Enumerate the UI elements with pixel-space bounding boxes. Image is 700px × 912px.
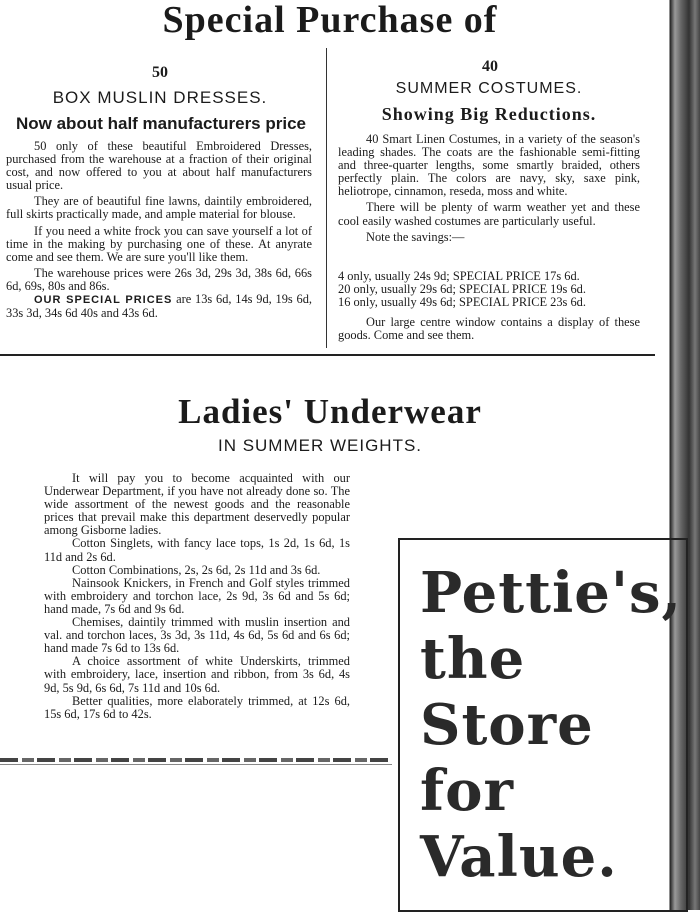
- underwear-paragraph: It will pay you to become acquainted with our Underwear Department, if you have not already done so. The wide assortment of the newest goods and the reasonable prices that prevail make this department deservedly popular among Gisborne ladies.: [44, 471, 350, 538]
- left-ad-paragraph: They are of beautiful fine lawns, daintily embroidered, full skirts practically made, and ample material for blouse.: [6, 194, 312, 222]
- thin-rule: [0, 764, 392, 765]
- store-slogan-line: Store: [420, 692, 594, 758]
- section-divider: [0, 354, 655, 356]
- left-ad-subheading: Now about half manufacturers price: [16, 114, 306, 133]
- left-ad-heading: BOX MUSLIN DRESSES.: [52, 88, 268, 107]
- underwear-paragraph: Cotton Singlets, with fancy lace tops, 1s 2d, 1s 6d, 1s 11d and 2s 6d.: [44, 536, 350, 564]
- special-prices-text: are 13s 6d, 14s 9d, 19s 6d, 33s 3d, 34s 6d 40s and 43s 6d.: [6, 292, 312, 321]
- left-ad-paragraph: 50 only of these beautiful Embroidered Dresses, purchased from the warehouse at a fraction of their original cost, and now offered to you at about half manufacturers usual price.: [6, 139, 312, 193]
- right-ad-heading: SUMMER COSTUMES.: [395, 80, 583, 97]
- store-slogan-line: Pettie's,: [420, 560, 683, 626]
- savings-line: 16 only, usually 49s 6d; SPECIAL PRICE 23s 6d.: [338, 295, 586, 310]
- right-ad-paragraph: Note the savings:—: [366, 229, 465, 244]
- savings-line: 4 only, usually 24s 9d; SPECIAL PRICE 17s 6d.: [338, 269, 580, 283]
- dashed-rule: [0, 758, 392, 762]
- store-slogan: [420, 560, 683, 890]
- savings-line: 20 only, usually 29s 6d; SPECIAL PRICE 19s 6d.: [338, 282, 586, 297]
- column-divider: [326, 48, 327, 348]
- underwear-paragraph: Cotton Combinations, 2s, 2s 6d, 2s 11d and 3s 6d.: [72, 562, 321, 577]
- page-title: Special Purchase of: [162, 0, 498, 41]
- underwear-paragraph: Nainsook Knickers, in French and Golf styles trimmed with embroidery and torchon lace, 2s 9d, 3s 6d and 5s 6d; hand made, 7s 6d and 9s 6d.: [44, 575, 350, 616]
- right-ad-quantity: 40: [482, 58, 498, 75]
- right-ad-subheading: Showing Big Reductions.: [381, 104, 597, 124]
- right-ad-closing-block: [338, 316, 640, 342]
- store-slogan-line: for: [420, 758, 514, 824]
- left-ad-paragraph: The warehouse prices were 26s 3d, 29s 3d, 38s 6d, 66s 6d, 69s, 80s and 86s.: [6, 265, 312, 293]
- right-ad-paragraph: There will be plenty of warm weather yet and these cool easily washed costumes are particularly useful.: [338, 200, 640, 228]
- right-ad-closing: Our large centre window contains a display of these goods. Come and see them.: [338, 315, 640, 343]
- left-ad-paragraph: If you need a white frock you can save yourself a lot of time in the making by purchasing one of these. At anyrate come and see them. We are sure you'll like them.: [6, 223, 312, 264]
- left-ad-body: [6, 140, 312, 320]
- underwear-paragraph: Better qualities, more elaborately trimmed, at 12s 6d, 15s 6d, 17s 6d to 42s.: [44, 693, 350, 721]
- underwear-title: Ladies' Underwear: [178, 392, 482, 431]
- store-slogan-box: [398, 538, 688, 912]
- right-ad-body: [338, 133, 640, 244]
- underwear-paragraph: Chemises, daintily trimmed with muslin insertion and val. and torchon laces, 3s 3d, 3s 11d, 4s 6d, 5s 6d and 6s 6d; hand made 7s 6d to 13s 6d.: [44, 615, 350, 656]
- special-prices-label: OUR SPECIAL PRICES: [34, 294, 173, 307]
- underwear-paragraph: A choice assortment of white Underskirts, trimmed with embroidery, lace, insertion and ribbon, from 3s 6d, 4s 9d, 5s 9d, 6s 6d, 7s 11d and 10s 6d.: [44, 654, 350, 695]
- store-slogan-line: Value.: [420, 824, 618, 890]
- right-ad-paragraph: 40 Smart Linen Costumes, in a variety of the season's leading shades. The coats are the fashionable semi-fitting and three-quarter lengths, some smartly braided, others perfectly plain. The colors are navy, sky, saxe pink, heliotrope, cinnamon, reseda, moss and white.: [338, 132, 640, 199]
- savings-list: [338, 270, 640, 310]
- underwear-body: [44, 472, 350, 721]
- left-ad-quantity: 50: [152, 64, 168, 81]
- store-slogan-line: the: [420, 626, 526, 692]
- underwear-subtitle: IN SUMMER WEIGHTS.: [217, 436, 423, 455]
